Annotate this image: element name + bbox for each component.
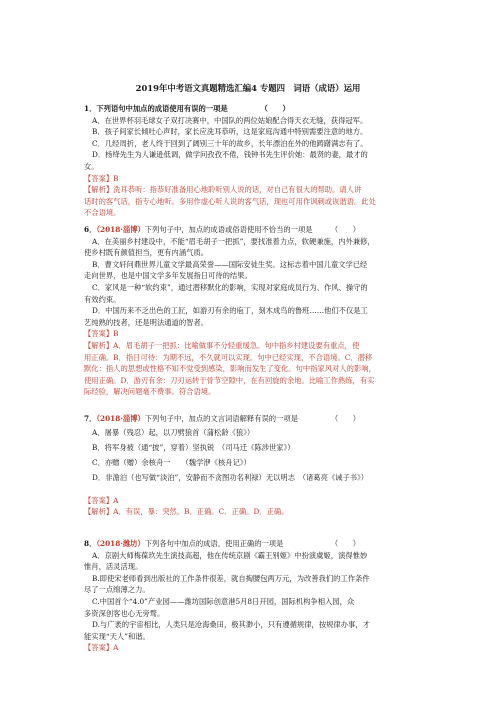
- question-7-answer: 【答案】A: [84, 495, 119, 505]
- question-6-source: （2018·淄博）: [96, 225, 145, 234]
- question-1-option-d-cont: 女。: [84, 161, 99, 171]
- question-8-option-d: D.与广袤的宇宙相比，人类只是沧海桑田，极其渺小，只有遵循规律，按规律办事，才: [92, 620, 370, 630]
- question-8-text: 下列各句中加点的成语，使用正确的一项是 （ ）: [144, 539, 361, 548]
- question-8: [84, 538, 414, 654]
- question-8-option-a: A．京剧大师梅葆玖先生演技高超，他在传统京剧《霸王别姬》中扮演虞姬，演得惟妙: [92, 550, 368, 560]
- question-6-option-a-cont: 使乡村既有颜值担当，更有内涵气质。: [84, 248, 209, 258]
- question-7-number: 7．: [84, 414, 97, 423]
- question-6-explanation-3: 默化：指人的思想或性格不知不觉受到感染，影响而发生了变化。句中指家风对人的影响，: [84, 364, 376, 374]
- question-8-option-b-cont: 尽了一点绵薄之力。: [84, 585, 150, 595]
- question-8-option-b: B.即使宋老师看到出版社的工作条件很差，就自掏腰包两万元，为改善我们的工作条件: [92, 573, 370, 583]
- question-1: [84, 103, 414, 219]
- question-6-option-b: B．曹文轩问鼎世界儿童文学最高荣誉——国际安徒生奖。这标志着中国儿童文学已经: [92, 259, 368, 269]
- question-8-stem: [84, 538, 414, 550]
- question-1-explanation-cont: 话时的客气话，指专心地听。多用作虚心听人说的客气话，现也可用作讽刺或诙谐语。此处: [84, 196, 376, 206]
- question-7-text: 下列句子中，加点的文言词语解释有误的一项是 （ ）: [144, 414, 361, 423]
- question-7-option-a: A．屠暴（残忍）起，以刀劈狼首（蒲松龄《狼》）: [92, 427, 255, 437]
- question-6-text: 下列句子中，加点的成语或俗语使用不恰当的一项是 （ ）: [144, 225, 361, 234]
- question-7-stem: [84, 413, 414, 425]
- question-7-spacer: [84, 485, 414, 495]
- question-6-number: 6．: [84, 225, 97, 234]
- question-6-explanation-5: 际经验，解决问题毫不费事。符合语境。: [84, 387, 216, 397]
- question-6-option-c-cont: 有效约束。: [84, 294, 121, 304]
- question-7: [84, 413, 414, 518]
- question-6-option-d-cont: 艺纯熟的技者，还是明法通道的智者。: [84, 317, 209, 327]
- page-title: 2019年中考语文真题精选汇编4 专题四 词语（成语）运用: [135, 83, 361, 93]
- question-8-option-c: C.中国首个“4.0”产业园——潍坊国际创意港5月8日开园，国际机构争相入园，众: [92, 596, 355, 606]
- question-1-option-a: A．在世界杯羽毛球女子双打决赛中，中国队的两位姑娘配合得天衣无缝，获得冠军。: [92, 115, 368, 125]
- question-8-option-d-cont: 能实现“天人”和谐。: [84, 631, 150, 641]
- question-6-option-b-cont: 走向世界，也是中国文学多年发展指日可待的结果。: [84, 271, 252, 281]
- question-6-stem: [84, 224, 414, 236]
- question-6: [84, 224, 414, 398]
- question-7-explanation: 【解析】A．有误，暴：突然。B．正确。C．正确。D．正确。: [84, 507, 289, 517]
- question-8-source: （2018·潍坊）: [96, 539, 145, 548]
- question-8-option-c-cont: 多资深创客也心无旁骛。: [84, 608, 165, 618]
- question-1-option-d: D．杨绛先生为人谦逊低调，做学问孜孜不倦，钱钟书先生评价她：最贤的妻，最才的: [92, 150, 368, 160]
- question-6-option-a: A．在美丽乡村建设中，不能“眉毛胡子一把抓”，要找准着力点，软硬兼施，内外兼修，: [92, 236, 375, 246]
- question-1-answer: 【答案】B: [84, 173, 119, 183]
- question-8-option-a-cont: 惟肖，活灵活现。: [84, 562, 143, 572]
- question-1-stem: 1．下列语句中加点的成语使用有误的一项是 （ ）: [84, 104, 290, 113]
- question-7-option-b: B．将军身被（通“披”，穿着）坚执锐 （司马迁《陈涉世家》）: [92, 442, 295, 452]
- question-8-number: 8．: [84, 539, 97, 548]
- question-1-option-b: B．孩子间家长倾吐心声时，家长应洗耳恭听，这是家庭沟通中特别需要注意的地方。: [92, 127, 368, 137]
- question-8-answer: 【答案】A: [84, 643, 119, 653]
- question-6-option-c: C．家风是一种“软约束”，通过潜移默化的影响，实现对家庭成员行为、作风、操守的: [92, 282, 368, 292]
- question-1-explanation: 【解析】洗耳恭听：指恭好准备用心地聆听别人说的话，对自己有很大的帮助。请人讲: [84, 185, 362, 195]
- question-6-explanation-4: 使用正确。D．游刃有余：刀刃运转于骨节空隙中，在有回旋的余地。比喻工作熟练，有实: [84, 375, 375, 385]
- question-6-answer: 【答案】B: [84, 329, 119, 339]
- question-1-option-c: C．几经周折，老人终于回到了阔别三十年的故乡，长年漂泊在外的他踌躇满志有了。: [92, 138, 368, 148]
- question-6-explanation-2: 用正确。B．指日可待：为期不远，不久就可以实现。句中已经实现，不合语境。C．潜移: [84, 352, 373, 362]
- question-7-option-c: C．亦赠（赠）余核舟一 （魏学洢《核舟记》）: [92, 457, 251, 467]
- question-1-explanation-end: 不合语境。: [84, 208, 121, 218]
- question-6-option-d: D．中国历来不乏出色的工匠，如游刃有余的庖丁，刻木成鸟的鲁班……他们不仅是工: [92, 306, 368, 316]
- question-7-source: （2018·淄博）: [96, 414, 145, 423]
- question-7-option-d: D．非澹泊（也写做“淡泊”，安静而不贪图功名利禄）无以明志 （诸葛亮《诫子书》）: [92, 472, 368, 482]
- question-6-explanation: 【解析】A．眉毛胡子一把抓：比喻做事不分轻重缓急。句中指乡村建设要有重点，使: [84, 340, 360, 350]
